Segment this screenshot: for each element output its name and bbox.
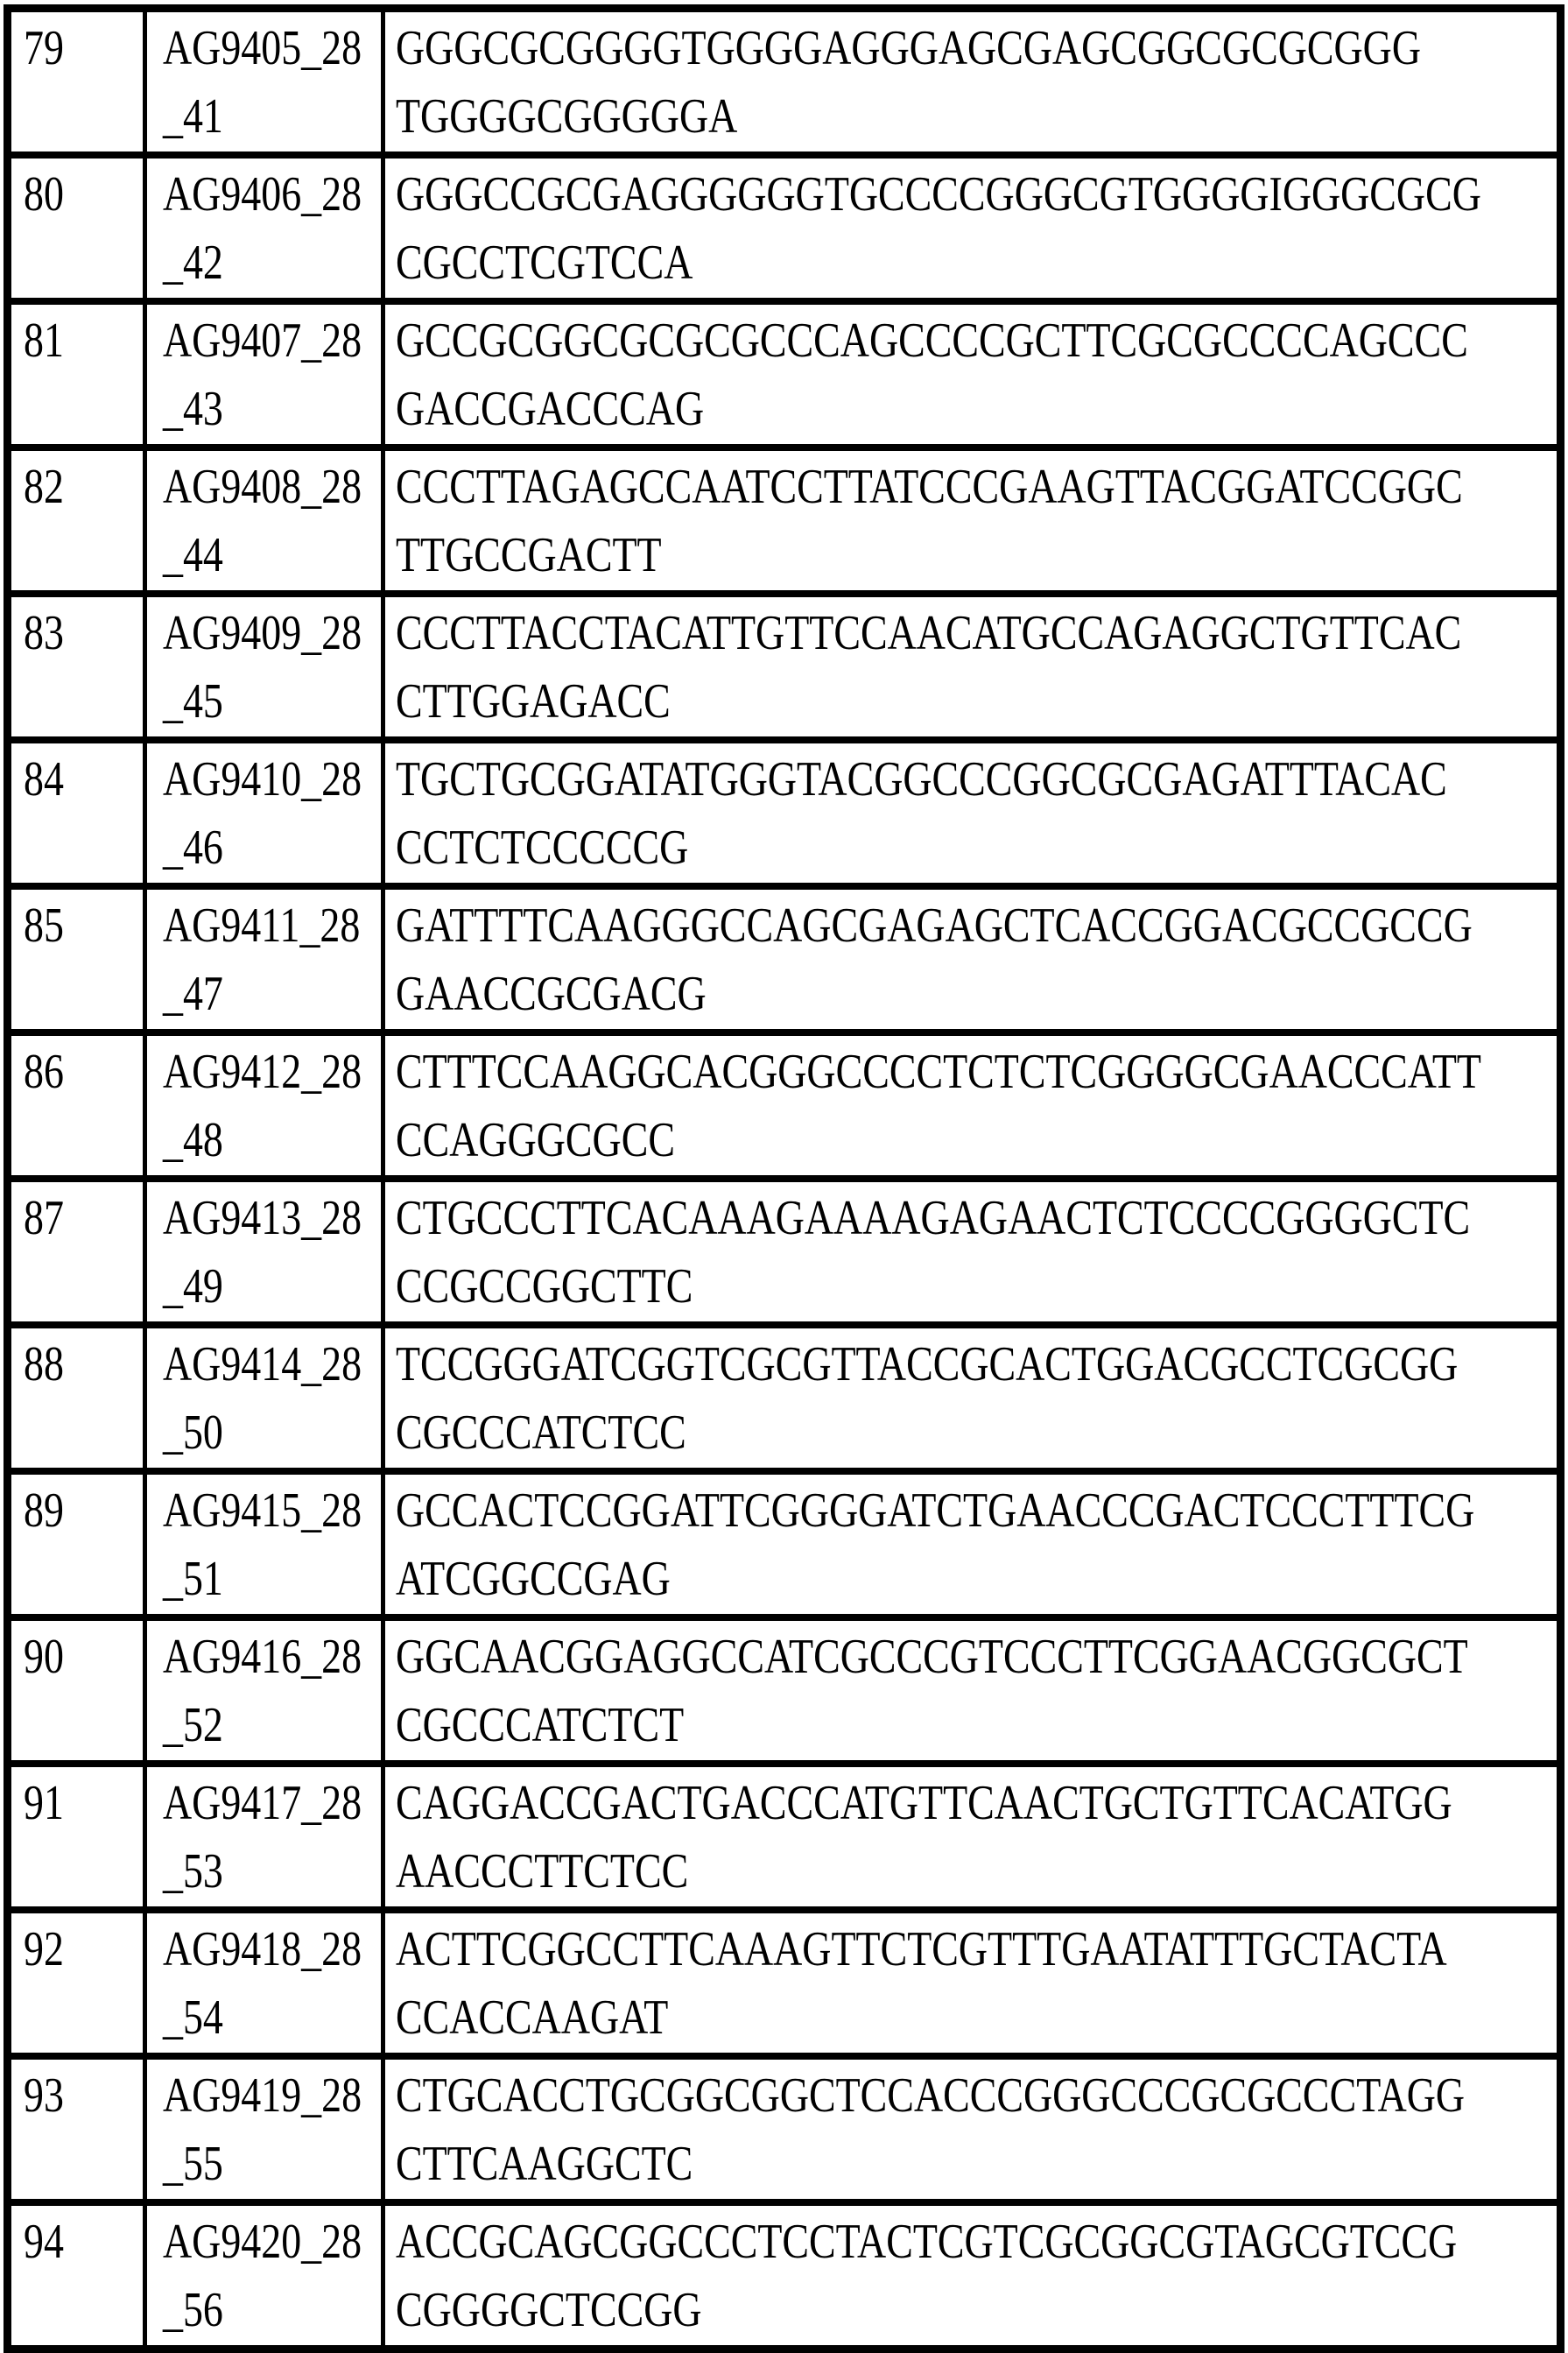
row-index: 85 [24, 898, 64, 953]
sequence-id-line1: AG9416_28 [163, 1630, 362, 1684]
sequence-line2: CGCCTCGTCCA [396, 236, 693, 290]
sequence-id-cell [145, 1471, 383, 1617]
table-row [8, 1910, 1561, 2056]
sequence-cell [383, 2056, 1561, 2202]
sequence-id-line1: AG9405_28 [163, 21, 362, 75]
sequence-id-line2: _52 [163, 1698, 223, 1752]
row-index: 91 [24, 1776, 64, 1830]
row-index-cell [8, 1325, 145, 1471]
row-index: 89 [24, 1483, 64, 1538]
sequence-id-cell [145, 1325, 383, 1471]
sequence-id-line2: _47 [163, 967, 223, 1021]
sequence-line2: CTTGGAGACC [396, 674, 671, 729]
sequence-cell [383, 1325, 1561, 1471]
row-index: 84 [24, 752, 64, 807]
sequence-line1: TGCTGCGGATATGGGTACGGCCCGGCGCGAGATTTACAC [396, 752, 1447, 807]
sequence-id-line2: _45 [163, 674, 223, 729]
row-index-cell [8, 9, 145, 156]
sequence-line2: TGGGGCGGGGGA [396, 89, 738, 144]
row-index: 88 [24, 1337, 64, 1391]
row-index: 82 [24, 460, 64, 514]
table-row [8, 1325, 1561, 1471]
sequence-cell [383, 1617, 1561, 1764]
sequence-line2: GAACCGCGACG [396, 967, 707, 1021]
row-index-cell [8, 886, 145, 1032]
row-index: 92 [24, 1922, 64, 1976]
row-index-cell [8, 1179, 145, 1325]
table-row [8, 2056, 1561, 2202]
sequence-id-cell [145, 2056, 383, 2202]
sequence-id-line1: AG9420_28 [163, 2215, 362, 2269]
sequence-id-cell [145, 1764, 383, 1910]
sequence-id-line1: AG9419_28 [163, 2068, 362, 2123]
sequence-line1: GCCACTCCGGATTCGGGGATCTGAACCCGACTCCCTTTCG [396, 1483, 1475, 1538]
row-index: 94 [24, 2215, 64, 2269]
row-index-cell [8, 155, 145, 301]
sequence-line2: AACCCTTCTCC [396, 1844, 689, 1899]
sequence-line2: CGCCCATCTCT [396, 1698, 685, 1752]
sequence-id-line1: AG9407_28 [163, 313, 362, 368]
sequence-id-line2: _48 [163, 1113, 223, 1167]
sequence-id-line1: AG9409_28 [163, 606, 362, 660]
sequence-id-line2: _56 [163, 2283, 223, 2337]
sequence-cell [383, 155, 1561, 301]
sequence-id-cell [145, 155, 383, 301]
sequence-id-cell [145, 1179, 383, 1325]
sequence-line1: CTTTCCAAGGCACGGGCCCCTCTCTCGGGGCGAACCCATT [396, 1045, 1481, 1099]
sequence-id-line2: _41 [163, 89, 223, 144]
sequence-id-line1: AG9408_28 [163, 460, 362, 514]
sequence-id-line1: AG9413_28 [163, 1191, 362, 1245]
sequence-table-body [8, 9, 1561, 2349]
sequence-id-line1: AG9418_28 [163, 1922, 362, 1976]
table-row [8, 886, 1561, 1032]
table-row [8, 1764, 1561, 1910]
sequence-line1: CTGCCCTTCACAAAGAAAAGAGAACTCTCCCCGGGGCTC [396, 1191, 1471, 1245]
sequence-id-cell [145, 1910, 383, 2056]
sequence-id-cell [145, 886, 383, 1032]
sequence-line1: GCCGCGGCGCGCGCCCAGCCCCGCTTCGCGCCCCAGCCC [396, 313, 1468, 368]
sequence-line2: CCTCTCCCCCG [396, 821, 689, 875]
sequence-line1: ACTTCGGCCTTCAAAGTTCTCGTTTGAATATTTGCTACTA [396, 1922, 1447, 1976]
row-index-cell [8, 1032, 145, 1179]
sequence-id-line2: _55 [163, 2137, 223, 2191]
sequence-id-line2: _51 [163, 1552, 223, 1606]
row-index-cell [8, 2202, 145, 2349]
table-row [8, 1471, 1561, 1617]
row-index: 83 [24, 606, 64, 660]
sequence-line2: CCAGGGCGCC [396, 1113, 675, 1167]
sequence-table [4, 4, 1564, 2353]
table-row [8, 301, 1561, 447]
sequence-cell [383, 301, 1561, 447]
sequence-line2: TTGCCGACTT [396, 528, 662, 582]
sequence-id-line1: AG9410_28 [163, 752, 362, 807]
sequence-id-cell [145, 594, 383, 740]
sequence-line1: GGGCGCGGGGTGGGGAGGGAGCGAGCGGCGCGCGGG [396, 21, 1421, 75]
row-index: 79 [24, 21, 64, 75]
sequence-cell [383, 1179, 1561, 1325]
sequence-line1: GGGCCGCGAGGGGGGTGCCCCGGGCGTGGGGIGGGCGCG [396, 167, 1481, 222]
sequence-line2: CGCCCATCTCC [396, 1405, 686, 1460]
sequence-id-line2: _46 [163, 821, 223, 875]
sequence-id-line2: _49 [163, 1259, 223, 1314]
row-index: 80 [24, 167, 64, 222]
sequence-cell [383, 886, 1561, 1032]
sequence-line2: CTTCAAGGCTC [396, 2137, 693, 2191]
sequence-line1: ACCGCAGCGGCCCTCCTACTCGTCGCGGCGTAGCGTCCG [396, 2215, 1458, 2269]
table-row [8, 9, 1561, 156]
sequence-line1: CAGGACCGACTGACCCATGTTCAACTGCTGTTCACATGG [396, 1776, 1452, 1830]
sequence-id-line2: _44 [163, 528, 223, 582]
table-row [8, 594, 1561, 740]
sequence-line1: CTGCACCTGCGGCGGCTCCACCCGGGCCCGCGCCCTAGG [396, 2068, 1466, 2123]
sequence-cell [383, 447, 1561, 594]
sequence-id-cell [145, 301, 383, 447]
row-index: 93 [24, 2068, 64, 2123]
sequence-id-line1: AG9414_28 [163, 1337, 362, 1391]
sequence-id-line2: _53 [163, 1844, 223, 1899]
sequence-id-line1: AG9406_28 [163, 167, 362, 222]
sequence-line1: CCCTTACCTACATTGTTCCAACATGCCAGAGGCTGTTCAC [396, 606, 1462, 660]
sequence-id-cell [145, 740, 383, 886]
table-row [8, 740, 1561, 886]
table-row [8, 1617, 1561, 1764]
sequence-id-cell [145, 9, 383, 156]
row-index-cell [8, 1910, 145, 2056]
sequence-id-cell [145, 1617, 383, 1764]
row-index-cell [8, 447, 145, 594]
sequence-line1: CCCTTAGAGCCAATCCTTATCCCGAAGTTACGGATCCGGC [396, 460, 1463, 514]
table-row [8, 1032, 1561, 1179]
row-index-cell [8, 740, 145, 886]
sequence-line2: CCGCCGGCTTC [396, 1259, 693, 1314]
sequence-line2: ATCGGCCGAG [396, 1552, 671, 1606]
row-index-cell [8, 301, 145, 447]
row-index-cell [8, 1617, 145, 1764]
sequence-cell [383, 1764, 1561, 1910]
sequence-id-line1: AG9412_28 [163, 1045, 362, 1099]
sequence-id-line2: _43 [163, 382, 223, 436]
sequence-id-line1: AG9415_28 [163, 1483, 362, 1538]
sequence-cell [383, 1032, 1561, 1179]
row-index-cell [8, 1471, 145, 1617]
sequence-id-line1: AG9417_28 [163, 1776, 362, 1830]
row-index-cell [8, 1764, 145, 1910]
row-index: 81 [24, 313, 64, 368]
table-row [8, 447, 1561, 594]
sequence-id-cell [145, 2202, 383, 2349]
row-index-cell [8, 594, 145, 740]
table-row [8, 2202, 1561, 2349]
sequence-line2: CCACCAAGAT [396, 1990, 669, 2045]
row-index-cell [8, 2056, 145, 2202]
sequence-line2: CGGGGCTCCGG [396, 2283, 702, 2337]
sequence-line2: GACCGACCCAG [396, 382, 705, 436]
row-index: 86 [24, 1045, 64, 1099]
table-row [8, 1179, 1561, 1325]
sequence-line1: GGCAACGGAGGCCATCGCCCGTCCCTTCGGAACGGCGCT [396, 1630, 1468, 1684]
sequence-id-cell [145, 447, 383, 594]
sequence-cell [383, 594, 1561, 740]
sequence-line1: TCCGGGATCGGTCGCGTTACCGCACTGGACGCCTCGCGG [396, 1337, 1459, 1391]
row-index: 87 [24, 1191, 64, 1245]
sequence-id-line1: AG9411_28 [163, 898, 361, 953]
sequence-id-line2: _54 [163, 1990, 223, 2045]
row-index: 90 [24, 1630, 64, 1684]
table-row [8, 155, 1561, 301]
sequence-cell [383, 9, 1561, 156]
sequence-cell [383, 1910, 1561, 2056]
sequence-cell [383, 740, 1561, 886]
sequence-cell [383, 2202, 1561, 2349]
sequence-id-cell [145, 1032, 383, 1179]
sequence-id-line2: _42 [163, 236, 223, 290]
sequence-id-line2: _50 [163, 1405, 223, 1460]
sequence-cell [383, 1471, 1561, 1617]
sequence-line1: GATTTTCAAGGGCCAGCGAGAGCTCACCGGACGCCGCCG [396, 898, 1473, 953]
